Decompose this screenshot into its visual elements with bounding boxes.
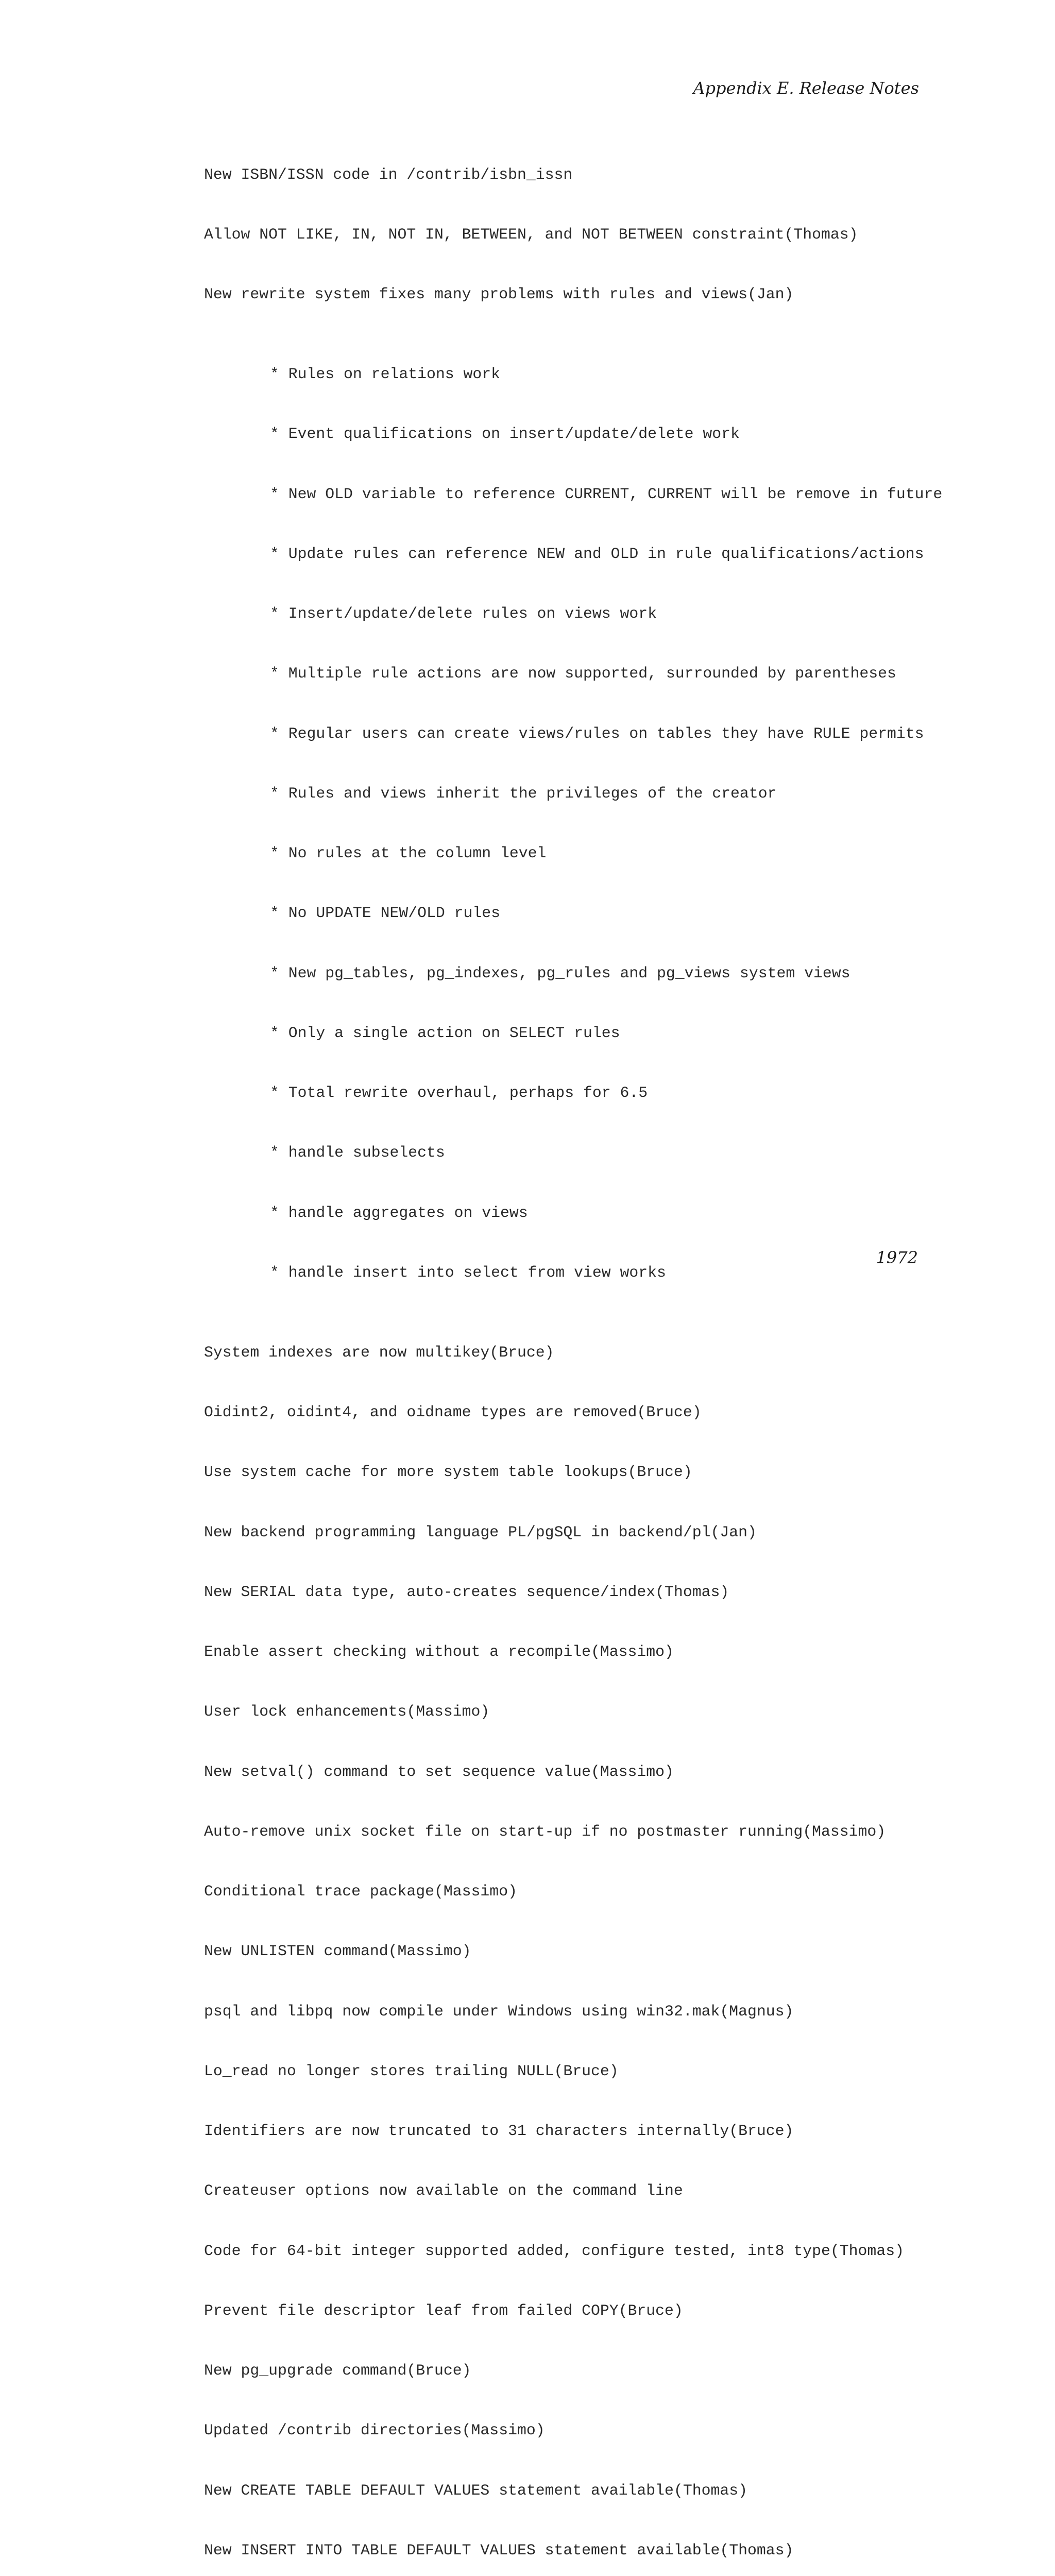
rewrite-item: * Insert/update/delete rules on views work: [270, 605, 657, 622]
release-note-line: Conditional trace package(Massimo): [204, 1883, 517, 1900]
release-note-line: Updated /contrib directories(Massimo): [204, 2421, 545, 2439]
rewrite-item: * handle aggregates on views: [270, 1204, 528, 1222]
release-note-line: Lo_read no longer stores trailing NULL(Bruce): [204, 2062, 619, 2080]
release-note-line: Identifiers are now truncated to 31 characters internally(Bruce): [204, 2122, 794, 2140]
release-note-line: New setval() command to set sequence value(Massimo): [204, 1762, 674, 1781]
release-note-line: psql and libpq now compile under Windows using win32.mak(Magnus): [204, 2002, 794, 2020]
release-note-line: Oidint2, oidint4, and oidname types are removed(Bruce): [204, 1403, 702, 1421]
rewrite-item: * Multiple rule actions are now supported, surrounded by parentheses: [270, 665, 896, 683]
rewrite-item: * Only a single action on SELECT rules: [270, 1024, 620, 1042]
rewrite-item: * Update rules can reference NEW and OLD in rule qualifications/actions: [270, 545, 924, 563]
release-note-line: Code for 64-bit integer supported added, configure tested, int8 type(Thomas): [204, 2242, 904, 2260]
rewrite-item: * Rules on relations work: [270, 365, 501, 383]
release-note-line: New SERIAL data type, auto-creates sequence/index(Thomas): [204, 1583, 729, 1601]
rewrite-item: * New pg_tables, pg_indexes, pg_rules and pg_views system views: [270, 964, 850, 982]
rewrite-item: * handle subselects: [270, 1144, 445, 1162]
running-header: Appendix E. Release Notes: [693, 78, 919, 98]
release-note-line: Enable assert checking without a recompile(Massimo): [204, 1643, 674, 1660]
rewrite-item: * handle insert into select from view works: [270, 1263, 666, 1281]
rewrite-item: * New OLD variable to reference CURRENT, CURRENT will be remove in future: [270, 485, 943, 503]
release-note-line: New CREATE TABLE DEFAULT VALUES statement available(Thomas): [204, 2481, 747, 2499]
release-note-line: Auto-remove unix socket file on start-up if no postmaster running(Massimo): [204, 1822, 886, 1840]
release-note-line: User lock enhancements(Massimo): [204, 1703, 490, 1721]
release-note-line: Prevent file descriptor leaf from failed COPY(Bruce): [204, 2301, 683, 2319]
rewrite-item: * Regular users can create views/rules on tables they have RULE permits: [270, 724, 924, 742]
release-note-line: New INSERT INTO TABLE DEFAULT VALUES statement available(Thomas): [204, 2541, 794, 2559]
page-number: 1972: [876, 1248, 918, 1267]
release-note-line: New pg_upgrade command(Bruce): [204, 2362, 471, 2379]
release-note-line: Createuser options now available on the command line: [204, 2182, 683, 2200]
release-note-line: New ISBN/ISSN code in /contrib/isbn_issn: [204, 165, 573, 183]
rewrite-item: * Total rewrite overhaul, perhaps for 6.5: [270, 1084, 648, 1101]
release-note-line: New rewrite system fixes many problems with rules and views(Jan): [204, 285, 794, 303]
rewrite-item: * No rules at the column level: [270, 844, 547, 862]
rewrite-item: * Event qualifications on insert/update/delete work: [270, 425, 740, 443]
rewrite-item: * No UPDATE NEW/OLD rules: [270, 904, 501, 922]
release-note-line: New UNLISTEN command(Massimo): [204, 1942, 471, 1960]
release-notes-body: [204, 125, 942, 2576]
release-note-line: New backend programming language PL/pgSQL in backend/pl(Jan): [204, 1523, 757, 1541]
release-note-line: Allow NOT LIKE, IN, NOT IN, BETWEEN, and NOT BETWEEN constraint(Thomas): [204, 225, 858, 243]
rewrite-item: * Rules and views inherit the privileges of the creator: [270, 784, 777, 802]
release-note-line: Use system cache for more system table lookups(Bruce): [204, 1463, 692, 1481]
release-note-line: System indexes are now multikey(Bruce): [204, 1343, 554, 1361]
